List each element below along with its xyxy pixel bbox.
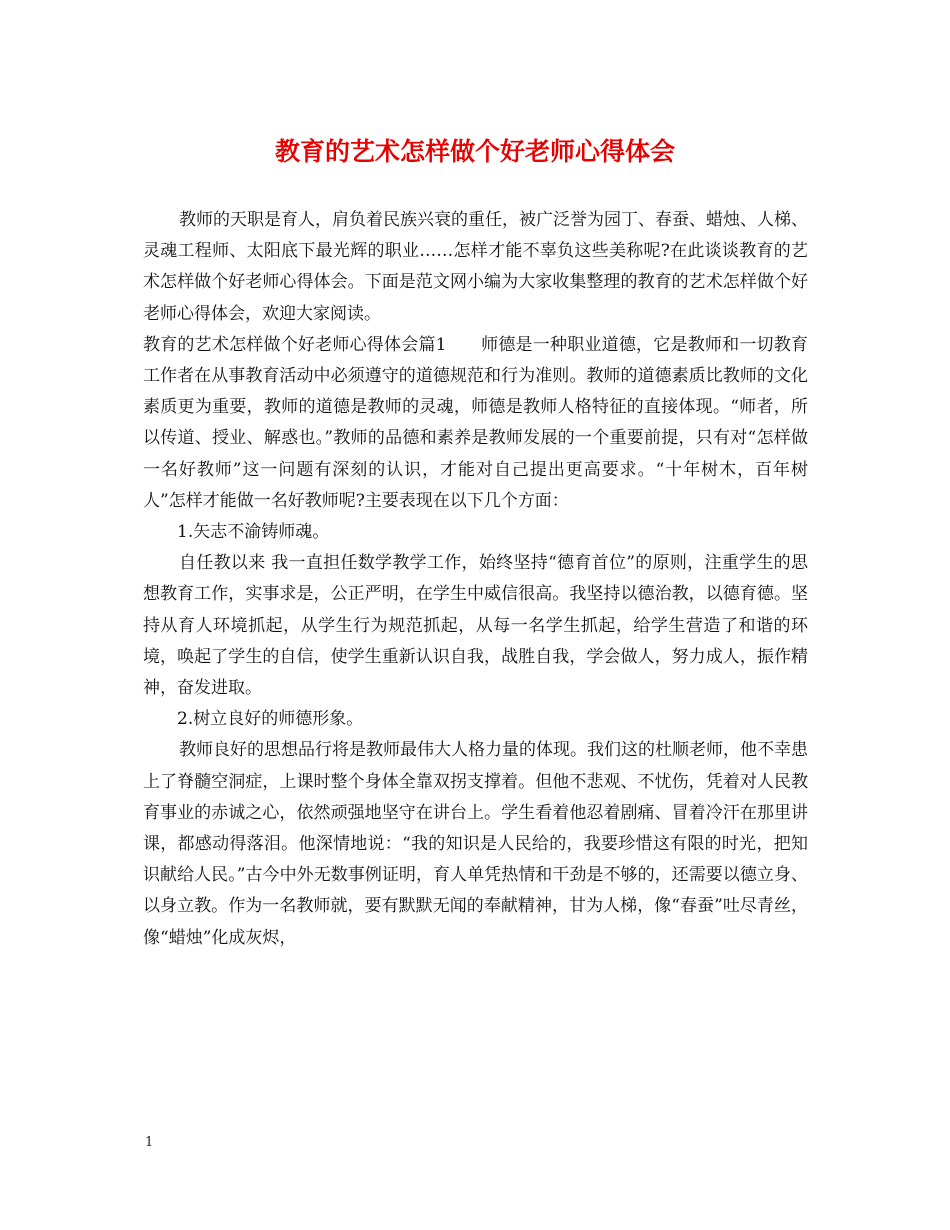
list-item-heading: 2.树立良好的师德形象。 (177, 709, 364, 730)
page-number: 1 (145, 1135, 154, 1150)
document-title: 教育的艺术怎样做个好老师心得体会 (274, 137, 675, 166)
body-paragraph: 自任教以来 我一直担任数学教学工作，始终坚持“德育首位”的原则，注重学生的思想教育工作，实事求是，公正严明，在学生中威信很高。我坚持以德治教，以德育德。坚持从育人环境抓起，从学生行为规范抓起，从每一名学生抓起，给学生营造了和谐的环境，唤起了学生的自信，使学生重新认识自我，战胜自我，学会做人，努力成人，振作精神，奋发进取。 (143, 553, 808, 699)
section-paragraph: 教育的艺术怎样做个好老师心得体会篇1 师德是一种职业道德，它是教师和一切教育工作者在从事教育活动中必须遵守的道德规范和行为准则。教师的道德素质比教师的文化素质更为重要，教师的道德是教师的灵魂，师德是教师人格特征的直接体现。“师者，所以传道、授业、解惑也。”教师的品德和素养是教师发展的一个重要前提，只有对“怎样做一名好教师”这一问题有深刻的认识，才能对自己提出更高要求。“十年树木，百年树人”怎样才能做一名好教师呢?主要表现在以下几个方面： (143, 334, 808, 511)
list-item-heading: 1.矢志不渝铸师魂。 (177, 522, 330, 543)
document-body (143, 205, 808, 954)
intro-paragraph: 教师的天职是育人，肩负着民族兴衰的重任，被广泛誉为园丁、春蚕、蜡烛、人梯、灵魂工程师、太阳底下最光辉的职业……怎样才能不辜负这些美称呢?在此谈谈教育的艺术怎样做个好老师心得体会。下面是范文网小编为大家收集整理的教育的艺术怎样做个好老师心得体会，欢迎大家阅读。 (143, 210, 808, 324)
body-paragraph: 教师良好的思想品行将是教师最伟大人格力量的体现。我们这的杜顺老师，他不幸患上了脊髓空洞症，上课时整个身体全靠双拐支撑着。但他不悲观、不忧伤，凭着对人民教育事业的赤诚之心，依然顽强地坚守在讲台上。学生看着他忍着剧痛、冒着冷汗在那里讲课，都感动得落泪。他深情地说：“我的知识是人民给的，我要珍惜这有限的时光，把知识献给人民。”古今中外无数事例证明，育人单凭热情和干劲是不够的，还需要以德立身、以身立教。作为一名教师就，要有默默无闻的奉献精神，甘为人梯，像“春蚕”吐尽青丝，像“蜡烛”化成灰烬， (143, 740, 808, 948)
